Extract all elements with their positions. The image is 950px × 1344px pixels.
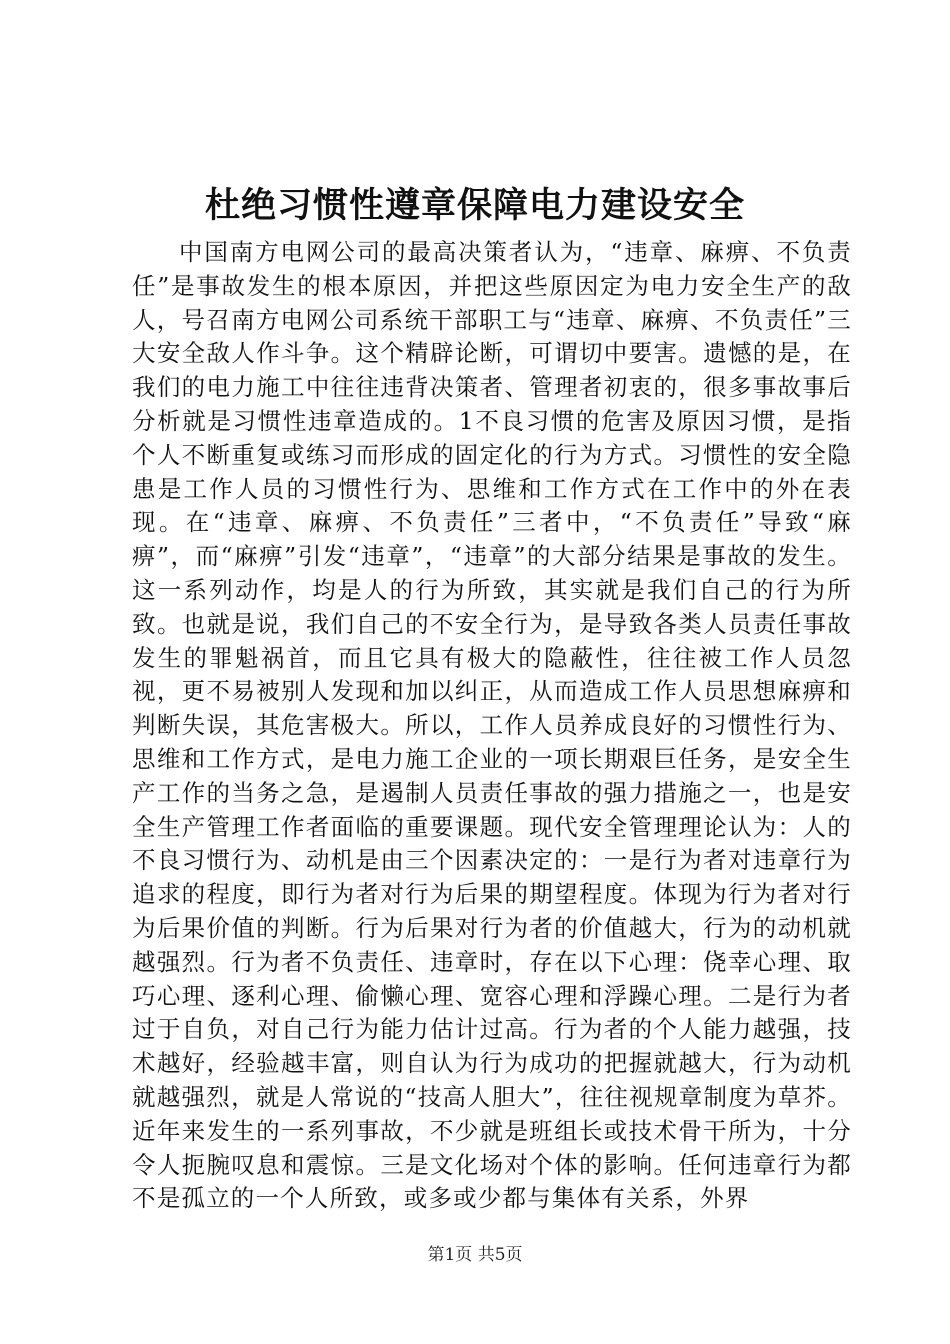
page-footer: 第1页 共5页 bbox=[427, 1245, 523, 1265]
document-title: 杜绝习惯性遵章保障电力建设安全 bbox=[204, 185, 745, 226]
document-body: 中国南方电网公司的最高决策者认为，“违章、麻痹、不负责任”是事故发生的根本原因，并把这些原因定为电力安全生产的敌人，号召南方电网公司系统干部职工与“违章、麻痹、不负责任”三大安全敌人作斗争。这个精辟论断，可谓切中要害。遗憾的是，在我们的电力施工中往往违背决策者、管理者初衷的，很多事故事后分析就是习惯性违章造成的。1不良习惯的危害及原因习惯，是指个人不断重复或练习而形成的固定化的行为方式。习惯性的安全隐患是工作人员的习惯性行为、思维和工作方式在工作中的外在表现。在“违章、麻痹、不负责任”三者中，“不负责任”导致“麻痹”，而“麻痹”引发“违章”，“违章”的大部分结果是事故的发生。这一系列动作，均是人的行为所致，其实就是我们自己的行为所致。也就是说，我们自己的不安全行为，是导致各类人员责任事故发生的罪魁祸首，而且它具有极大的隐蔽性，往往被工作人员忽视，更不易被别人发现和加以纠正，从而造成工作人员思想麻痹和判断失误，其危害极大。所以，工作人员养成良好的习惯性行为、思维和工作方式，是电力施工企业的一项长期艰巨任务，是安全生产工作的当务之急，是遏制人员责任事故的强力措施之一，也是安全生产管理工作者面临的重要课题。现代安全管理理论认为：人的不良习惯行为、动机是由三个因素决定的：一是行为者对违章行为追求的程度，即行为者对行为后果的期望程度。体现为行为者对行为后果价值的判断。行为后果对行为者的价值越大，行为的动机就越强烈。行为者不负责任、违章时，存在以下心理：侥幸心理、取巧心理、逐利心理、偷懒心理、宽容心理和浮躁心理。二是行为者过于自负，对自己行为能力估计过高。行为者的个人能力越强，技术越好，经验越丰富，则自认为行为成功的把握就越大，行为动机就越强烈，就是人常说的“技高人胆大”，往往视规章制度为草芥。近年来发生的一系列事故，不少就是班组长或技术骨干所为，十分令人扼腕叹息和震惊。三是文化场对个体的影响。任何违章行为都不是孤立的一个人所致，或多或少都与集体有关系，外界 bbox=[132, 238, 852, 1213]
